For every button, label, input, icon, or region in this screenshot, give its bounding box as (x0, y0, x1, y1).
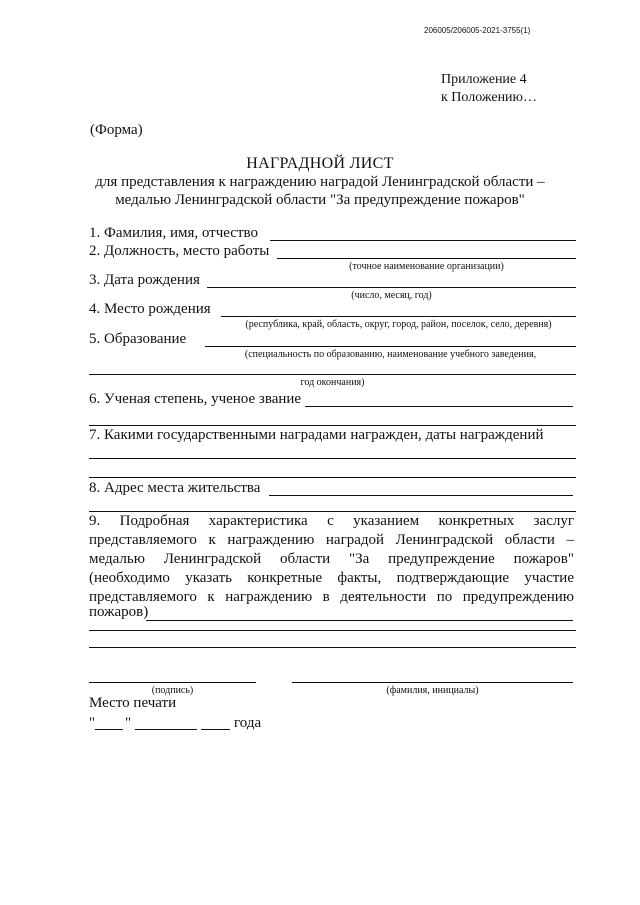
field-education-hint-2: год окончания) (300, 377, 365, 388)
field-full-name-line[interactable] (270, 240, 576, 241)
field-awards-line-2[interactable] (89, 477, 576, 478)
field-characteristic-line-3[interactable] (89, 647, 576, 648)
name-initials-hint: (фамилия, инициалы) (386, 685, 479, 696)
field-address-line-1[interactable] (269, 495, 573, 496)
field-degree-line-2[interactable] (89, 425, 576, 426)
document-subtitle-2: медалью Ленинградской области "За предупреждение пожаров" (115, 192, 525, 208)
field-education-hint-1: (специальность по образованию, наименование учебного заведения, (244, 349, 537, 360)
name-initials-line[interactable] (292, 682, 573, 683)
date-quote-open: " (89, 715, 96, 731)
date-month-line[interactable] (135, 729, 197, 730)
field-birth-date-hint: (число, месяц, год) (351, 290, 432, 301)
field-characteristic-line-2[interactable] (89, 630, 576, 631)
field-characteristic-text-3: медалью Ленинградской области "За предупреждение пожаров" (89, 551, 574, 567)
field-birth-date-line[interactable] (207, 287, 576, 288)
field-education-label: 5. Образование (89, 331, 187, 347)
field-awards-line-1[interactable] (89, 458, 576, 459)
field-characteristic-text-2: представляемого к награждению наградой Ленинградской области – (89, 532, 574, 548)
field-position-hint: (точное наименование организации) (349, 261, 504, 272)
form-label: (Форма) (90, 122, 143, 138)
date-day-line[interactable] (95, 729, 123, 730)
date-year-line[interactable] (201, 729, 230, 730)
signature-hint: (подпись) (151, 685, 194, 696)
field-address-label: 8. Адрес места жительства (89, 480, 261, 496)
field-birth-place-line[interactable] (221, 316, 576, 317)
document-title: НАГРАДНОЙ ЛИСТ (246, 155, 394, 172)
field-characteristic-text-4: (необходимо указать конкретные факты, подтверждающие участие (89, 570, 574, 586)
field-birth-place-label: 4. Место рождения (89, 301, 211, 317)
appendix-line-2: к Положению… (441, 90, 538, 105)
date-quote-close: " (125, 715, 132, 731)
field-birth-date-label: 3. Дата рождения (89, 272, 200, 288)
field-position-label: 2. Должность, место работы (89, 243, 270, 259)
field-education-line-1[interactable] (205, 346, 576, 347)
field-characteristic-text-1: 9. Подробная характеристика с указанием конкретных заслуг (89, 513, 574, 529)
appendix-line-1: Приложение 4 (441, 72, 527, 87)
seal-place-label: Место печати (89, 695, 177, 711)
field-characteristic-text-5: представляемого к награждению в деятельности по предупреждению (89, 589, 574, 605)
field-degree-label: 6. Ученая степень, ученое звание (89, 391, 302, 407)
field-characteristic-line-1[interactable] (146, 620, 573, 621)
date-suffix: года (234, 715, 262, 731)
field-education-line-2[interactable] (89, 374, 576, 375)
signature-line[interactable] (89, 682, 256, 683)
field-awards-label: 7. Какими государственными наградами награжден, даты награждений (89, 427, 544, 443)
field-position-line[interactable] (277, 258, 576, 259)
field-address-line-2[interactable] (89, 511, 576, 512)
document-subtitle-1: для представления к награждению наградой Ленинградской области – (95, 174, 545, 190)
field-birth-place-hint: (республика, край, область, округ, город, район, поселок, село, деревня) (245, 319, 552, 330)
field-characteristic-text-6: пожаров) (89, 604, 149, 620)
document-id: 206005/206005-2021-3755(1) (424, 26, 531, 35)
field-full-name-label: 1. Фамилия, имя, отчество (89, 225, 258, 241)
field-degree-line-1[interactable] (305, 406, 573, 407)
